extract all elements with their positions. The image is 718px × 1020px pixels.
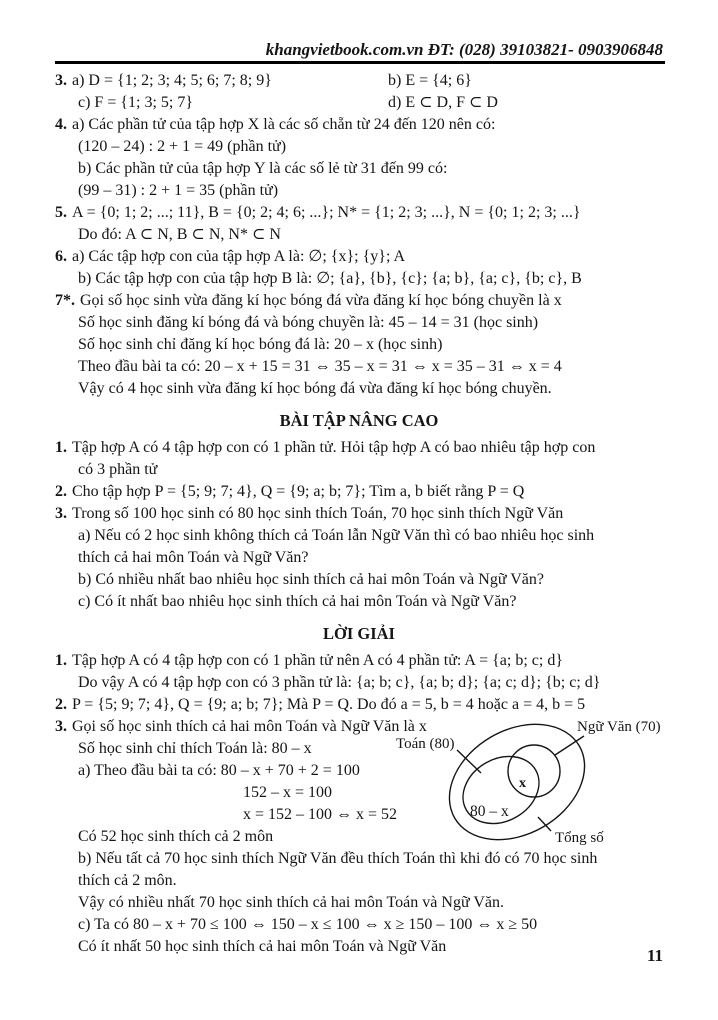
text-line — [0, 290, 718, 312]
line-text: Gọi số học sinh vừa đăng kí học bóng đá vừa đăng kí học bóng chuyền là x — [80, 292, 562, 309]
line-text: c) Ta có 80 – x + 70 ≤ 100 ⇔ 150 – x ≤ 100 ⇔ x ≥ 150 – 100 ⇔ x ≥ 50 — [78, 916, 538, 933]
venn-region-intersection-label: x — [519, 776, 526, 791]
line-text: Gọi số học sinh thích cả hai môn Toán và Ngữ Văn là x — [72, 718, 427, 735]
item-number: 4. — [55, 116, 67, 133]
text-line — [0, 246, 718, 268]
item-number: 2. — [55, 696, 67, 713]
line-text-col2: d) E ⊂ D, F ⊂ D — [388, 94, 498, 111]
line-text: P = {5; 9; 7; 4}, Q = {9; a; b; 7}; Mà P = Q. Do đó a = 5, b = 4 hoặc a = 4, b = 5 — [72, 696, 586, 713]
text-line — [0, 650, 718, 672]
line-text: 152 – x = 100 — [243, 784, 333, 801]
venn-label-tongso: Tổng số — [555, 830, 604, 846]
item-number: 1. — [55, 439, 67, 456]
line-text: Có ít nhất 50 học sinh thích cả hai môn Toán và Ngữ Văn — [78, 938, 447, 955]
text-line — [0, 481, 718, 503]
line-text: c) Có ít nhất bao nhiêu học sinh thích cả hai môn Toán và Ngữ Văn? — [78, 593, 517, 610]
header-rule — [55, 61, 665, 64]
header-title: khangvietbook.com.vn ĐT: (028) 39103821- 0903906848 — [265, 40, 663, 59]
page-number: 11 — [646, 946, 663, 965]
text-line — [0, 437, 718, 459]
text-line — [0, 694, 718, 716]
line-text: thích cả hai môn Toán và Ngữ Văn? — [78, 549, 309, 566]
line-text: (99 – 31) : 2 + 1 = 35 (phần tử) — [78, 182, 279, 199]
text-line — [0, 672, 718, 694]
text-line — [0, 591, 718, 613]
text-line — [0, 114, 718, 136]
text-line — [0, 70, 718, 92]
text-line — [0, 92, 718, 114]
item-number: 3. — [55, 718, 67, 735]
line-text: Trong số 100 học sinh có 80 học sinh thích Toán, 70 học sinh thích Ngữ Văn — [72, 505, 564, 522]
venn-label-nguvan: Ngữ Văn (70) — [577, 719, 661, 735]
line-text-col2: b) E = {4; 6} — [388, 72, 472, 89]
text-line — [0, 378, 718, 400]
text-line — [0, 936, 718, 958]
line-text: Vậy có 4 học sinh vừa đăng kí học bóng đá vừa đăng kí học bóng chuyền. — [78, 380, 552, 397]
item-number: 2. — [55, 483, 67, 500]
line-text: thích cả 2 môn. — [78, 872, 177, 889]
section-heading — [0, 410, 718, 432]
venn-region-toan-only-label: 80 – x — [470, 803, 509, 820]
text-line — [0, 334, 718, 356]
item-number: 3. — [55, 505, 67, 522]
line-text: Theo đầu bài ta có: 20 – x + 15 = 31 ⇔ 35 – x = 31 ⇔ x = 35 – 31 ⇔ x = 4 — [78, 358, 562, 375]
section-heading — [0, 623, 718, 645]
text-line — [0, 202, 718, 224]
item-number: 5. — [55, 204, 67, 221]
line-text: c) F = {1; 3; 5; 7} — [78, 94, 194, 111]
line-text: Do đó: A ⊂ N, B ⊂ N, N* ⊂ N — [78, 226, 281, 243]
line-text: a) Các tập hợp con của tập hợp A là: ∅; {x}; {y}; A — [72, 248, 406, 265]
item-number: 3. — [55, 72, 67, 89]
line-text: A = {0; 1; 2; ...; 11}, B = {0; 2; 4; 6; ...}; N* = {1; 2; 3; ...}, N = {0; 1; 2; 3; ...} — [72, 204, 581, 221]
line-text: x = 152 – 100 ⇔ x = 52 — [243, 806, 398, 823]
text-line — [0, 503, 718, 525]
text-line — [0, 268, 718, 290]
line-text: Cho tập hợp P = {5; 9; 7; 4}, Q = {9; a; b; 7}; Tìm a, b biết rằng P = Q — [72, 483, 525, 500]
line-text: Có 52 học sinh thích cả 2 môn — [78, 828, 274, 845]
text-line — [0, 914, 718, 936]
line-text: a) D = {1; 2; 3; 4; 5; 6; 7; 8; 9} — [72, 72, 272, 89]
text-line — [0, 870, 718, 892]
line-text: LỜI GIẢI — [323, 624, 395, 643]
item-number: 7*. — [55, 292, 75, 309]
line-text: a) Nếu có 2 học sinh không thích cả Toán lẫn Ngữ Văn thì có bao nhiêu học sinh — [78, 527, 595, 544]
line-text: (120 – 24) : 2 + 1 = 49 (phần tử) — [78, 138, 287, 155]
line-text: b) Các phần tử của tập hợp Y là các số lẻ từ 31 đến 99 có: — [78, 160, 448, 177]
line-text: có 3 phần tử — [78, 461, 158, 478]
text-line — [0, 180, 718, 202]
text-line — [0, 569, 718, 591]
item-number: 1. — [55, 652, 67, 669]
line-text: Do vậy A có 4 tập hợp con có 3 phần tử là: {a; b; c}, {a; b; d}; {a; c; d}; {b; c; d} — [78, 674, 601, 691]
line-text: Tập hợp A có 4 tập hợp con có 1 phần tử nên A có 4 phần tử: A = {a; b; c; d} — [72, 652, 564, 669]
line-text: Tập hợp A có 4 tập hợp con có 1 phần tử. Hỏi tập hợp A có bao nhiêu tập hợp con — [72, 439, 596, 456]
line-text: Số học sinh đăng kí bóng đá và bóng chuyền là: 45 – 14 = 31 (học sinh) — [78, 314, 539, 331]
text-line — [0, 356, 718, 378]
text-line — [0, 224, 718, 246]
venn-label-toan: Toán (80) — [396, 736, 455, 752]
text-line — [0, 547, 718, 569]
line-text: Vậy có nhiều nhất 70 học sinh thích cả hai môn Toán và Ngữ Văn. — [78, 894, 504, 911]
text-line — [0, 158, 718, 180]
line-text: Số học sinh chỉ thích Toán là: 80 – x — [78, 740, 312, 757]
text-line — [0, 312, 718, 334]
text-line — [0, 136, 718, 158]
text-line — [0, 459, 718, 481]
item-number: 6. — [55, 248, 67, 265]
line-text: b) Có nhiều nhất bao nhiêu học sinh thích cả hai môn Toán và Ngữ Văn? — [78, 571, 544, 588]
venn-diagram — [388, 714, 698, 858]
line-text: a) Theo đầu bài ta có: 80 – x + 70 + 2 = 100 — [78, 762, 360, 779]
text-line — [0, 525, 718, 547]
line-text: BÀI TẬP NÂNG CAO — [279, 411, 439, 430]
text-line — [0, 892, 718, 914]
line-text: b) Nếu tất cả 70 học sinh thích Ngữ Văn đều thích Toán thì khi đó có 70 học sinh — [78, 850, 598, 867]
line-text: Số học sinh chỉ đăng kí học bóng đá là: 20 – x (học sinh) — [78, 336, 443, 353]
line-text: a) Các phần tử của tập hợp X là các số chẵn từ 24 đến 120 nên có: — [72, 116, 496, 133]
line-text: b) Các tập hợp con của tập hợp B là: ∅; {a}, {b}, {c}; {a; b}, {a; c}, {b; c}, B — [78, 270, 582, 287]
